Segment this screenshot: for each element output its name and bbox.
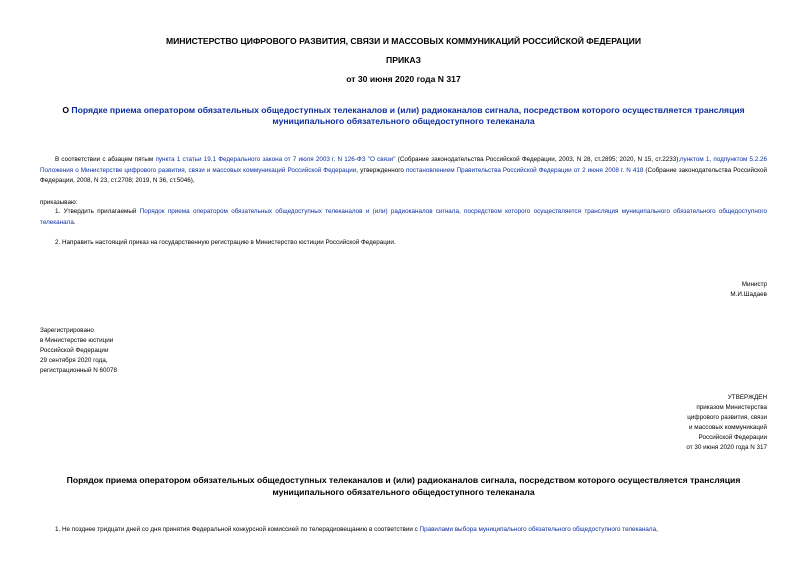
approval-line: цифрового развития, связи — [687, 414, 767, 421]
order-item-text: 1. Утвердить прилагаемый — [55, 208, 140, 215]
government-decree-link-cont[interactable]: июня 2008 г. N 418 — [587, 166, 644, 174]
title-link-line2[interactable]: муниципального обязательного общедоступного телеканала — [272, 116, 535, 126]
registration-block — [40, 326, 117, 376]
signature-name: М.И.Шадаев — [730, 291, 767, 298]
order-word: приказываю: — [40, 199, 78, 206]
preamble-text: (Собрание законодательства Российской Федерации, 2003, N 28, ст.2895; 2020, N 15, ст.2233), — [395, 156, 681, 163]
procedure-title-line2: муниципального обязательного общедоступного телеканала — [272, 487, 535, 497]
procedure-link[interactable]: Порядок приема оператором обязательных общедоступных телеканалов и (или) радиоканалов сигнала, посредством которого осуществляется трансляция муниципального — [139, 208, 670, 215]
procedure-item-1 — [40, 525, 767, 536]
doc-type-heading: ПРИКАЗ — [386, 55, 421, 65]
approval-block — [686, 393, 767, 453]
order-item-2: 2. Направить настоящий приказ на государственную регистрацию в Министерство юстиции Российской Федерации. — [55, 239, 396, 246]
title-prefix: О — [62, 105, 72, 115]
registration-line: в Министерстве юстиции — [40, 337, 114, 344]
order-item-1 — [40, 207, 767, 228]
registration-line: Зарегистрировано — [40, 327, 94, 334]
document-title — [0, 105, 807, 115]
preamble-paragraph — [40, 155, 767, 187]
approval-line: от 30 июня 2020 года N 317 — [686, 444, 767, 451]
doc-date-heading: от 30 июня 2020 года N 317 — [346, 74, 461, 84]
ministry-heading: МИНИСТЕРСТВО ЦИФРОВОГО РАЗВИТИЯ, СВЯЗИ И МАССОВЫХ КОММУНИКАЦИЙ РОССИЙСКОЙ ФЕДЕРАЦИИ — [165, 36, 642, 46]
preamble-text: (Собрание законодательства Российской Федерации, 2008, N 23, ст.2708; 2019, N 36, ст.5046), — [40, 166, 768, 184]
preamble-text: , утвержденного — [356, 166, 406, 174]
approval-line: Российской Федерации — [698, 434, 767, 441]
document-title-line2 — [0, 116, 807, 126]
procedure-item-end: , — [656, 526, 658, 533]
order-item-end: . — [73, 218, 76, 226]
registration-line: Российской Федерации — [40, 347, 109, 354]
procedure-item-text: 1. Не позднее тридцати дней со дня принятия Федеральной конкурсной комиссией по телерадиовещанию в соответствии с — [55, 526, 420, 533]
registration-line: регистрационный N 60078 — [40, 367, 118, 374]
approval-line: УТВЕРЖДЕН — [727, 394, 767, 401]
approval-line: и массовых коммуникаций — [689, 424, 767, 431]
signature-position: Министр — [741, 281, 767, 288]
law-link[interactable]: пункта 1 статьи 19.1 Федерального закона от 7 июля 2003 г. N 126-ФЗ "О связи" — [155, 156, 396, 163]
regulation-link[interactable]: пунктом 1, подпунктом 5.2.26 Положения о Министерстве цифрового развития, связи и массовых коммуникаций Российской Федерации — [40, 156, 767, 174]
preamble-text: В соответствии с абзацем пятым — [55, 156, 156, 163]
title-link[interactable]: Порядке приема оператором обязательных общедоступных телеканалов и (или) радиоканалов сигнала, посредством которого осуществляется трансляция — [71, 105, 745, 115]
registration-line: 29 сентября 2020 года, — [40, 357, 108, 364]
approval-line: приказом Министерства — [696, 404, 767, 411]
government-decree-link[interactable]: постановлением Правительства Российской Федерации от 2 — [405, 166, 586, 174]
signature-block — [730, 280, 767, 300]
procedure-link-cont[interactable]: обязательного общедоступного телеканала — [40, 208, 767, 226]
selection-rules-link[interactable]: Правилами выбора муниципального обязательного общедоступного телеканала — [419, 526, 657, 533]
procedure-title: Порядок приема оператором обязательных общедоступных телеканалов и (или) радиоканалов сигнала, посредством которого осуществляется трансляция — [66, 475, 741, 485]
